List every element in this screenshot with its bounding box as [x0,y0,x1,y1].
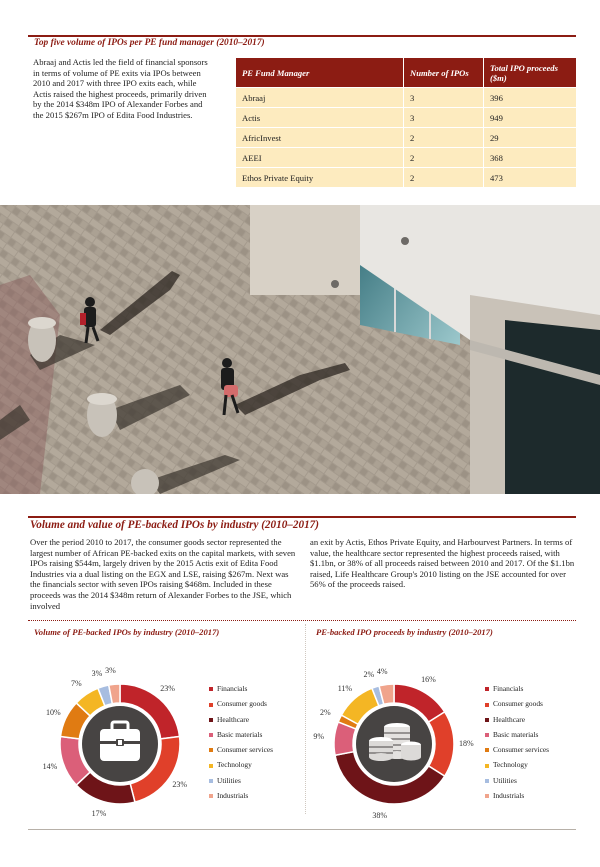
table-cell: 396 [484,87,576,107]
data-label-consumer-goods: 23% [172,780,188,790]
top-title-rule [28,35,576,37]
vertical-dotted-divider [305,624,306,814]
street-scene-illustration [0,205,600,494]
chart-1-title: Volume of PE-backed IPOs by industry (2010–2017) [34,627,220,637]
legend-swatch [485,764,489,768]
data-label-industrials: 4% [376,666,388,676]
legend-swatch [485,748,489,752]
legend-label: Financials [217,684,248,693]
chart-1-legend [209,681,273,803]
legend-item-financials [485,681,549,696]
legend-item-industrials [209,788,273,803]
table-cell: Abraaj [236,87,404,107]
legend-label: Industrials [217,791,249,801]
legend-label: Healthcare [217,714,250,724]
middle-paragraph-col2: an exit by Actis, Ethos Private Equity, and Harbourvest Partners. In terms of value, the healthcare sector represented the highest proceeds raised, with $1.1bn, or 38% of all proceeds raised between 2010 and 2017. Of the $1.1bn raised, Life Healthcare Group's 2010 listing on the JSE accounted for over 56% of the proceeds raised. [310,537,575,590]
top-section-paragraph: Abraaj and Actis led the field of financial sponsors in terms of volume of PE exits via IPOs between 2010 and 2017 with three IPO exits each, while Actis raised the highest proceeds, primarily driven by the 2014 $348m IPO of Alexander Forbes and the 2015 $267m IPO of Edita Food Industries. [33,57,208,120]
legend-item-healthcare [485,712,549,727]
legend-swatch [485,718,489,722]
table-row [236,147,576,167]
legend-label: Consumer goods [217,699,267,709]
data-label-healthcare: 38% [372,810,387,820]
legend-item-industrials [485,788,549,803]
data-label-consumer-services: 10% [45,707,61,717]
data-label-basic-materials: 14% [42,761,58,771]
legend-label: Consumer goods [493,699,543,709]
header-number-of-ipos: Number of IPOs [404,58,484,87]
middle-paragraph-col1: Over the period 2010 to 2017, the consumer goods sector represented the largest number of African PE-backed exits on the capital markets, with seven IPOs raising $544m, largely driven by the 2015 Actis exit of Edita Food Industries via a dual listing on the EGX and LSE, raising $267m. Next was the financials sector with seven IPOs raising $468m. Included in these proceeds was the 2014 $348m return of Alexander Forbes to the JSE, which involved [30,537,296,611]
legend-label: Technology [493,760,528,770]
middle-title-rule [28,516,576,518]
table-row [236,167,576,187]
data-label-technology: 11% [337,684,353,694]
data-label-utilities: 3% [91,668,103,678]
legend-swatch [485,703,489,707]
data-label-technology: 7% [70,678,82,688]
legend-item-consumer-services [485,742,549,757]
table-cell: 949 [484,107,576,127]
chart-2-title: PE-backed IPO proceeds by industry (2010–2017) [316,627,493,637]
data-label-consumer-goods: 18% [459,739,474,748]
legend-label: Basic materials [493,729,539,739]
pe-fund-manager-table [236,58,576,187]
legend-item-consumer-goods [209,696,273,711]
legend-item-consumer-services [209,742,273,757]
top-section-title: Top five volume of IPOs per PE fund manager (2010–2017) [34,38,265,48]
legend-item-financials [209,681,273,696]
legend-swatch [209,794,213,798]
legend-label: Financials [493,684,524,693]
table-cell: 29 [484,127,576,147]
table-cell: AfricInvest [236,127,404,147]
legend-item-basic-materials [209,727,273,742]
legend-label: Healthcare [493,714,526,724]
legend-swatch [209,748,213,752]
legend-item-utilities [209,773,273,788]
legend-swatch [209,703,213,707]
data-label-financials: 23% [160,684,175,694]
table-cell: 2 [404,167,484,187]
legend-label: Consumer services [217,745,274,755]
data-label-industrials: 3% [105,666,116,676]
middle-section-title: Volume and value of PE-backed IPOs by industry (2010–2017) [30,519,319,531]
legend-swatch [209,687,213,691]
donut-slice-consumer-goods [429,712,454,776]
dotted-divider [28,620,576,621]
legend-item-utilities [485,773,549,788]
legend-label: Basic materials [217,729,263,739]
footer-rule [28,829,576,830]
table-row [236,107,576,127]
chart-2-legend [485,681,549,803]
legend-item-healthcare [209,712,273,727]
legend-label: Industrials [493,791,525,801]
legend-swatch [209,733,213,737]
table-cell: Ethos Private Equity [236,167,404,187]
legend-swatch [209,718,213,722]
legend-label: Technology [217,760,252,770]
table-cell: AEEI [236,147,404,167]
table-cell: 2 [404,127,484,147]
legend-swatch [209,779,213,783]
table-cell: 473 [484,167,576,187]
legend-item-consumer-goods [485,696,549,711]
legend-label: Consumer services [493,745,550,755]
legend-item-technology [209,757,273,772]
header-pe-fund-manager: PE Fund Manager [236,58,404,87]
table-cell: 2 [404,147,484,167]
legend-swatch [485,733,489,737]
table-cell: 3 [404,107,484,127]
legend-label: Utilities [493,775,517,785]
table-header-row [236,58,576,87]
legend-swatch [485,794,489,798]
data-label-basic-materials: 9% [313,732,324,742]
legend-item-basic-materials [485,727,549,742]
table-cell: 368 [484,147,576,167]
legend-swatch [485,687,489,691]
table-cell: Actis [236,107,404,127]
table-row [236,87,576,107]
legend-label: Utilities [217,775,241,785]
table-cell: 3 [404,87,484,107]
street-photo [0,205,600,494]
header-total-proceeds: Total IPO proceeds ($m) [484,58,576,87]
legend-swatch [209,764,213,768]
legend-swatch [485,779,489,783]
table-row [236,127,576,147]
data-label-utilities: 2% [363,669,375,679]
legend-item-technology [485,757,549,772]
data-label-healthcare: 17% [91,809,107,819]
data-label-consumer-services: 2% [319,707,331,717]
data-label-financials: 16% [421,675,436,685]
